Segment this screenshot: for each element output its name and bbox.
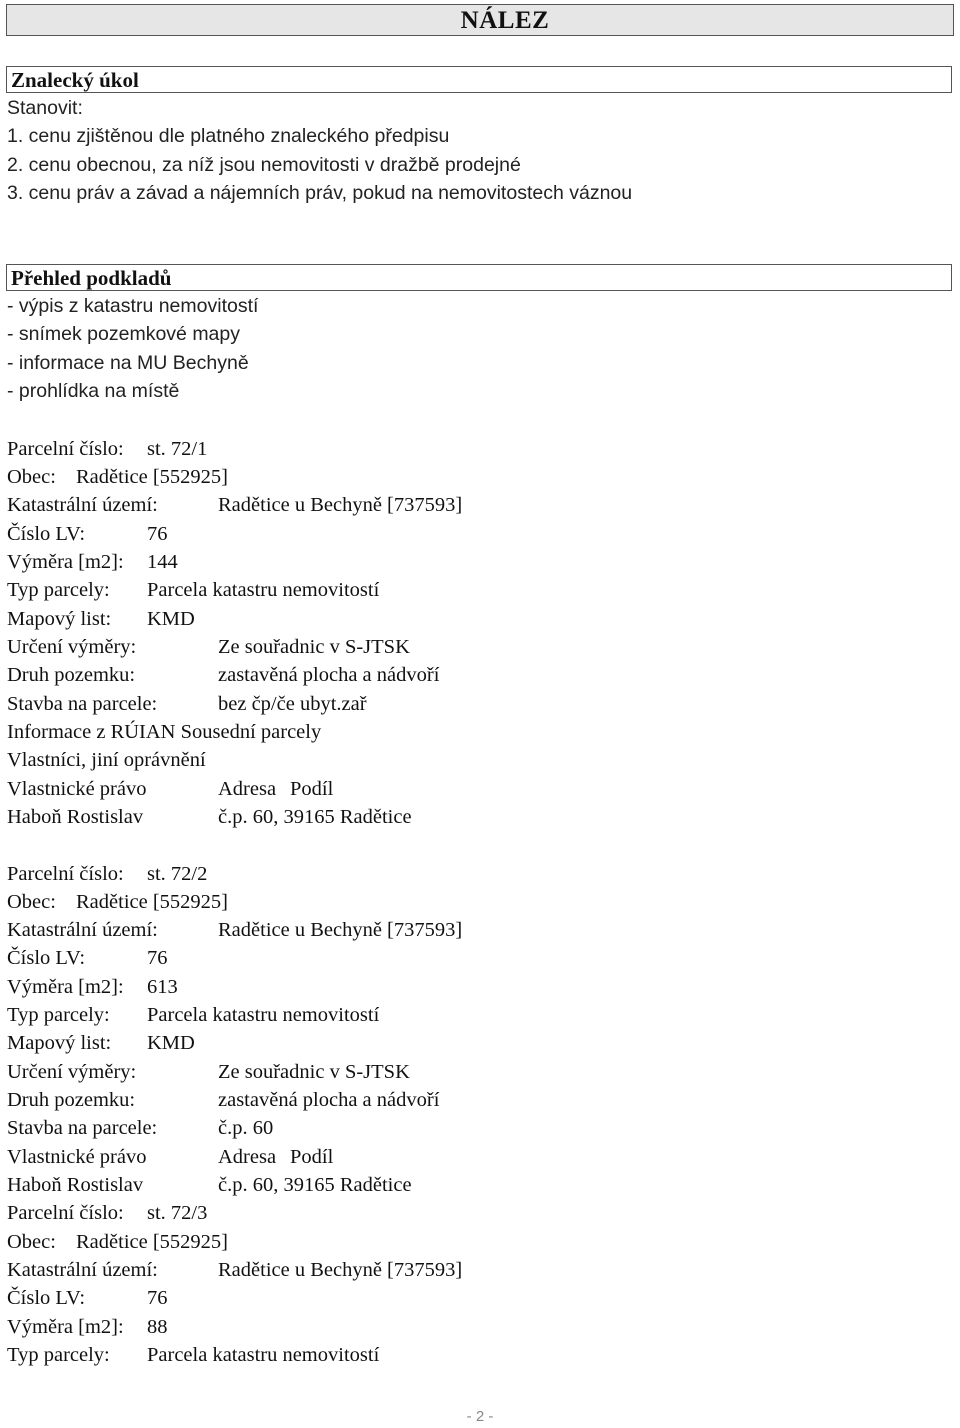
field-value: 76 [147,947,168,969]
field-value: bez čp/če ubyt.zař [218,693,367,715]
field-value: Ze souřadnic v S-JTSK [218,636,410,658]
source-line: - informace na MU Bechyně [7,352,249,374]
field-value: 613 [147,976,178,998]
field-label: Mapový list: [7,1032,112,1054]
field-label: Druh pozemku: [7,664,136,686]
owner-col-right: Vlastnické právo [7,1146,147,1168]
field-label: Výměra [m2]: [7,976,124,998]
task-line: Stanovit: [7,97,83,119]
field-label: Katastrální území: [7,494,158,516]
field-value: Radětice u Bechyně [737593] [218,494,463,516]
field-label: Parcelní číslo: [7,863,124,885]
field-value: 76 [147,523,168,545]
owner-col-share: Podíl [290,778,334,800]
field-label: Výměra [m2]: [7,551,124,573]
field-label: Katastrální území: [7,919,158,941]
field-label: Číslo LV: [7,1287,86,1309]
field-value: 76 [147,1287,168,1309]
field-value: zastavěná plocha a nádvoří [218,1089,440,1111]
field-label: Obec: [7,466,56,488]
field-label: Číslo LV: [7,947,86,969]
field-label: Určení výměry: [7,1061,137,1083]
section-sources-header [6,264,952,291]
task-line: 1. cenu zjištěnou dle platného znaleckého předpisu [7,125,450,147]
field-label: Číslo LV: [7,523,86,545]
field-label: Parcelní číslo: [7,438,124,460]
field-value: Radětice [552925] [76,466,228,488]
task-line: 3. cenu práv a závad a nájemních práv, pokud na nemovitostech váznou [7,182,633,204]
field-value: Radětice u Bechyně [737593] [218,919,463,941]
field-value: Radětice [552925] [76,1231,228,1253]
field-value: KMD [147,1032,195,1054]
field-label: Stavba na parcele: [7,1117,158,1139]
field-label: Mapový list: [7,608,112,630]
field-value: st. 72/2 [147,863,208,885]
section-task-title: Znalecký úkol [11,68,139,92]
page-title-bar [6,4,954,36]
source-line: - snímek pozemkové mapy [7,323,241,345]
source-line: - výpis z katastru nemovitostí [7,295,259,317]
owners-heading: Vlastníci, jiní oprávnění [7,749,206,771]
field-value: KMD [147,608,195,630]
source-line: - prohlídka na místě [7,380,180,402]
page-title: NÁLEZ [460,7,550,34]
field-label: Druh pozemku: [7,1089,136,1111]
field-value: st. 72/1 [147,438,208,460]
field-value: Radětice [552925] [76,891,228,913]
field-value: 88 [147,1316,168,1338]
owner-col-right: Vlastnické právo [7,778,147,800]
owner-name: Haboň Rostislav [7,806,144,828]
field-label: Typ parcely: [7,1004,110,1026]
field-label: Obec: [7,891,56,913]
field-value: Ze souřadnic v S-JTSK [218,1061,410,1083]
field-value: Parcela katastru nemovitostí [147,1004,380,1026]
field-label: Parcelní číslo: [7,1202,124,1224]
page-number: - 2 - [466,1408,494,1425]
field-value: č.p. 60 [218,1117,274,1139]
field-label: Stavba na parcele: [7,693,158,715]
owner-address: č.p. 60, 39165 Radětice [218,806,412,828]
field-label: Obec: [7,1231,56,1253]
owner-col-address: Adresa [218,1146,277,1168]
owner-name: Haboň Rostislav [7,1174,144,1196]
owner-col-address: Adresa [218,778,277,800]
task-line: 2. cenu obecnou, za níž jsou nemovitosti v dražbě prodejné [7,154,521,176]
field-label: Výměra [m2]: [7,1316,124,1338]
field-label: Typ parcely: [7,579,110,601]
field-label: Katastrální území: [7,1259,158,1281]
ruian-info: Informace z RÚIAN Sousední parcely [7,721,322,743]
field-value: 144 [147,551,178,573]
field-value: Parcela katastru nemovitostí [147,579,380,601]
owner-address: č.p. 60, 39165 Radětice [218,1174,412,1196]
field-label: Určení výměry: [7,636,137,658]
section-sources-title: Přehled podkladů [11,266,172,290]
field-value: Parcela katastru nemovitostí [147,1344,380,1366]
owner-col-share: Podíl [290,1146,334,1168]
field-value: zastavěná plocha a nádvoří [218,664,440,686]
field-value: Radětice u Bechyně [737593] [218,1259,463,1281]
section-task-header [6,66,952,93]
field-value: st. 72/3 [147,1202,208,1224]
field-label: Typ parcely: [7,1344,110,1366]
